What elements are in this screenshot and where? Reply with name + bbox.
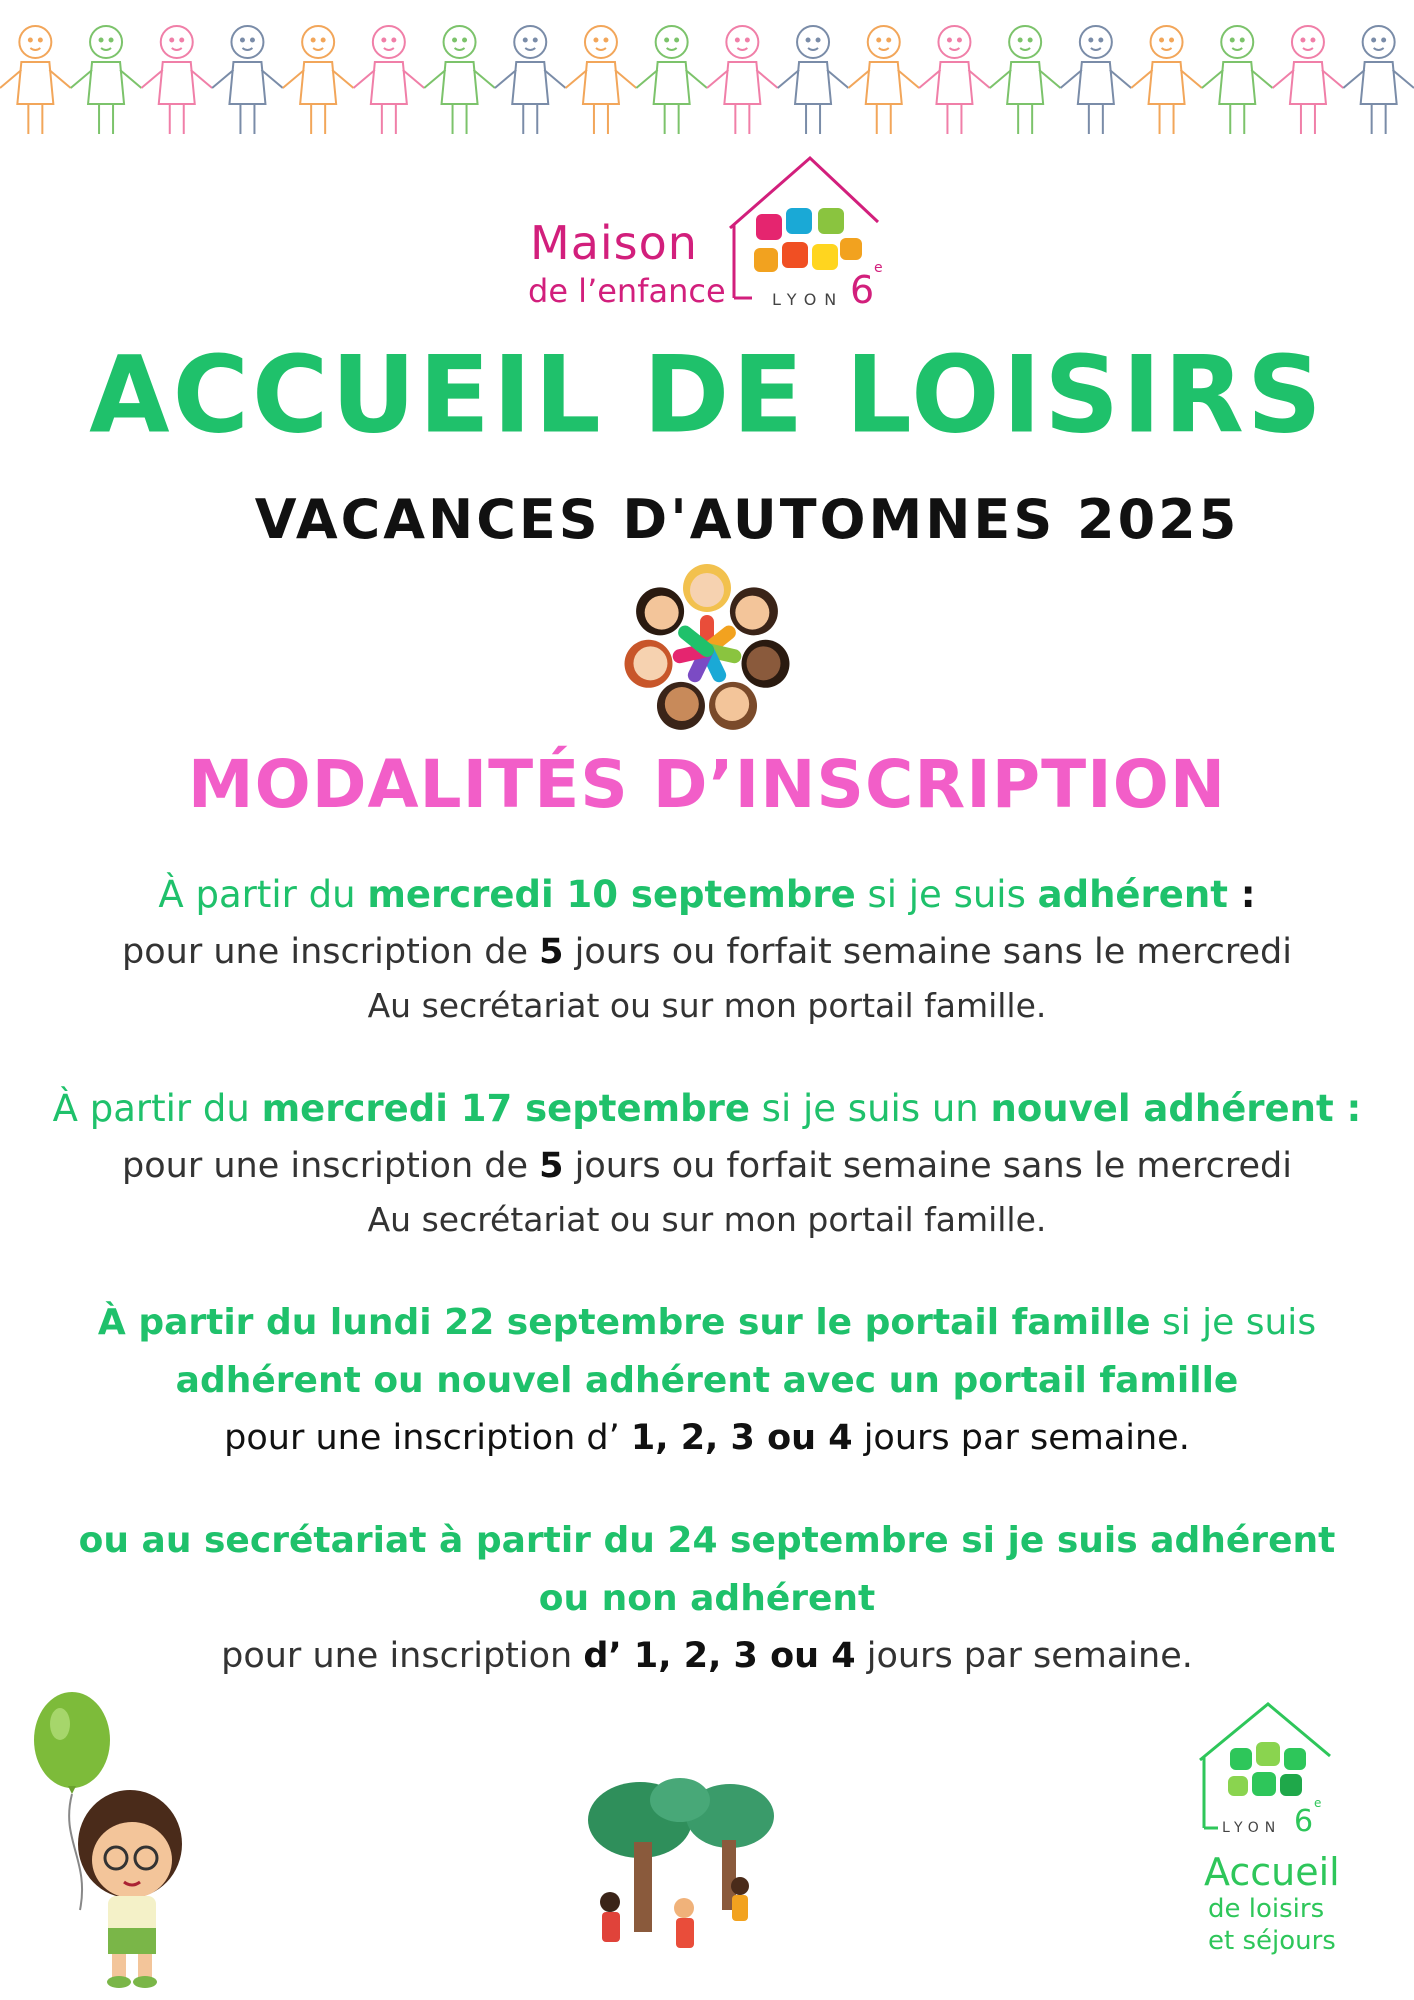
text-fragment: pour une inscription d’ bbox=[224, 1418, 631, 1458]
kid-figure-icon bbox=[778, 26, 849, 134]
page-title: ACCUEIL DE LOISIRS bbox=[89, 332, 1325, 458]
text-fragment: jours ou forfait semaine sans le mercredi bbox=[563, 1146, 1292, 1186]
text-fragment: pour une inscription de bbox=[122, 1146, 540, 1186]
text-fragment: À partir du bbox=[52, 1087, 262, 1130]
kid-figure-icon bbox=[141, 26, 212, 134]
text-fragment: jours par semaine. bbox=[855, 1636, 1193, 1676]
member-status: adhérent bbox=[1037, 873, 1228, 916]
date-highlight: mercredi 17 septembre bbox=[261, 1087, 750, 1130]
text-fragment: pour une inscription bbox=[221, 1636, 584, 1676]
logo-word-maison: Maison bbox=[530, 216, 698, 270]
kid-figure-icon bbox=[566, 26, 637, 134]
kid-figure-icon bbox=[1273, 26, 1344, 134]
logo-word-enfance: de l’enfance bbox=[528, 272, 726, 310]
page-subtitle: VACANCES D'AUTOMNES 2025 bbox=[254, 488, 1240, 551]
text-fragment: si je suis un bbox=[749, 1087, 991, 1130]
logo-district-number: 6 bbox=[1294, 1804, 1314, 1839]
kid-figure-icon bbox=[1131, 26, 1202, 134]
kid-figure-icon bbox=[1061, 26, 1132, 134]
block-1-line-1 bbox=[0, 866, 1414, 924]
registration-block-2 bbox=[0, 1080, 1414, 1246]
text-fragment: : bbox=[1227, 873, 1256, 916]
kid-figure-icon bbox=[1202, 26, 1273, 134]
kid-figure-icon bbox=[212, 26, 283, 134]
children-circle-illustration bbox=[620, 560, 795, 740]
accueil-loisirs-logo bbox=[1190, 1700, 1410, 1990]
block-3-line-1 bbox=[0, 1294, 1414, 1352]
date-highlight: mercredi 10 septembre bbox=[367, 873, 856, 916]
registration-block-1 bbox=[0, 866, 1414, 1032]
block-4-line-1: ou au secrétariat à partir du 24 septembre si je suis adhérent bbox=[78, 1520, 1336, 1561]
logo-word-sejours: et séjours bbox=[1208, 1926, 1336, 1956]
kids-under-trees-illustration bbox=[580, 1770, 780, 1970]
days-count: 5 bbox=[539, 932, 564, 972]
logo-district-suffix: e bbox=[874, 260, 883, 276]
block-3-line-2: adhérent ou nouvel adhérent avec un portail famille bbox=[175, 1360, 1239, 1401]
boy-with-balloon-illustration bbox=[20, 1690, 210, 1990]
kid-figure-icon bbox=[71, 26, 142, 134]
text-fragment: À partir du bbox=[158, 873, 368, 916]
logo-word-accueil: Accueil bbox=[1204, 1850, 1340, 1894]
days-count: 5 bbox=[539, 1146, 564, 1186]
logo-city: LYON bbox=[1222, 1820, 1282, 1836]
kid-figure-icon bbox=[848, 26, 919, 134]
children-row-illustration bbox=[0, 14, 1414, 144]
kid-figure-icon bbox=[1343, 26, 1414, 134]
logo-district-number: 6 bbox=[850, 268, 875, 312]
kid-figure-icon bbox=[919, 26, 990, 134]
registration-block-3 bbox=[0, 1294, 1414, 1466]
logo-word-loisirs: de loisirs bbox=[1208, 1894, 1325, 1924]
text-fragment: : bbox=[1333, 1087, 1362, 1130]
kid-figure-icon bbox=[636, 26, 707, 134]
block-4-line-2: ou non adhérent bbox=[538, 1578, 876, 1619]
text-fragment: jours ou forfait semaine sans le mercredi bbox=[563, 932, 1292, 972]
kid-figure-icon bbox=[283, 26, 354, 134]
text-fragment: si je suis bbox=[855, 873, 1038, 916]
block-1-line-2 bbox=[0, 924, 1414, 980]
block-1-line-3: Au secrétariat ou sur mon portail famille. bbox=[367, 986, 1047, 1025]
logo-city: LYON bbox=[772, 290, 845, 309]
block-3-line-3 bbox=[0, 1410, 1414, 1466]
block-2-line-3: Au secrétariat ou sur mon portail famille. bbox=[367, 1200, 1047, 1239]
kid-figure-icon bbox=[0, 26, 71, 134]
days-options: 1, 2, 3 ou 4 bbox=[630, 1418, 853, 1458]
block-2-line-1 bbox=[0, 1080, 1414, 1138]
section-title: MODALITÉS D’INSCRIPTION bbox=[187, 746, 1227, 823]
text-fragment: si je suis bbox=[1150, 1302, 1317, 1343]
registration-block-4 bbox=[0, 1512, 1414, 1684]
kid-figure-icon bbox=[354, 26, 425, 134]
member-status: nouvel adhérent bbox=[990, 1087, 1334, 1130]
date-highlight: À partir du lundi 22 septembre sur le portail famille bbox=[97, 1302, 1151, 1343]
kid-figure-icon bbox=[707, 26, 778, 134]
maison-enfance-logo bbox=[520, 150, 900, 320]
block-4-line-3 bbox=[0, 1628, 1414, 1684]
block-2-line-2 bbox=[0, 1138, 1414, 1194]
kid-figure-icon bbox=[424, 26, 495, 134]
logo-district-suffix: e bbox=[1314, 1796, 1322, 1810]
kid-figure-icon bbox=[495, 26, 566, 134]
text-fragment: jours par semaine. bbox=[852, 1418, 1190, 1458]
kid-figure-icon bbox=[990, 26, 1061, 134]
text-fragment: pour une inscription de bbox=[122, 932, 540, 972]
days-options: d’ 1, 2, 3 ou 4 bbox=[583, 1636, 856, 1676]
